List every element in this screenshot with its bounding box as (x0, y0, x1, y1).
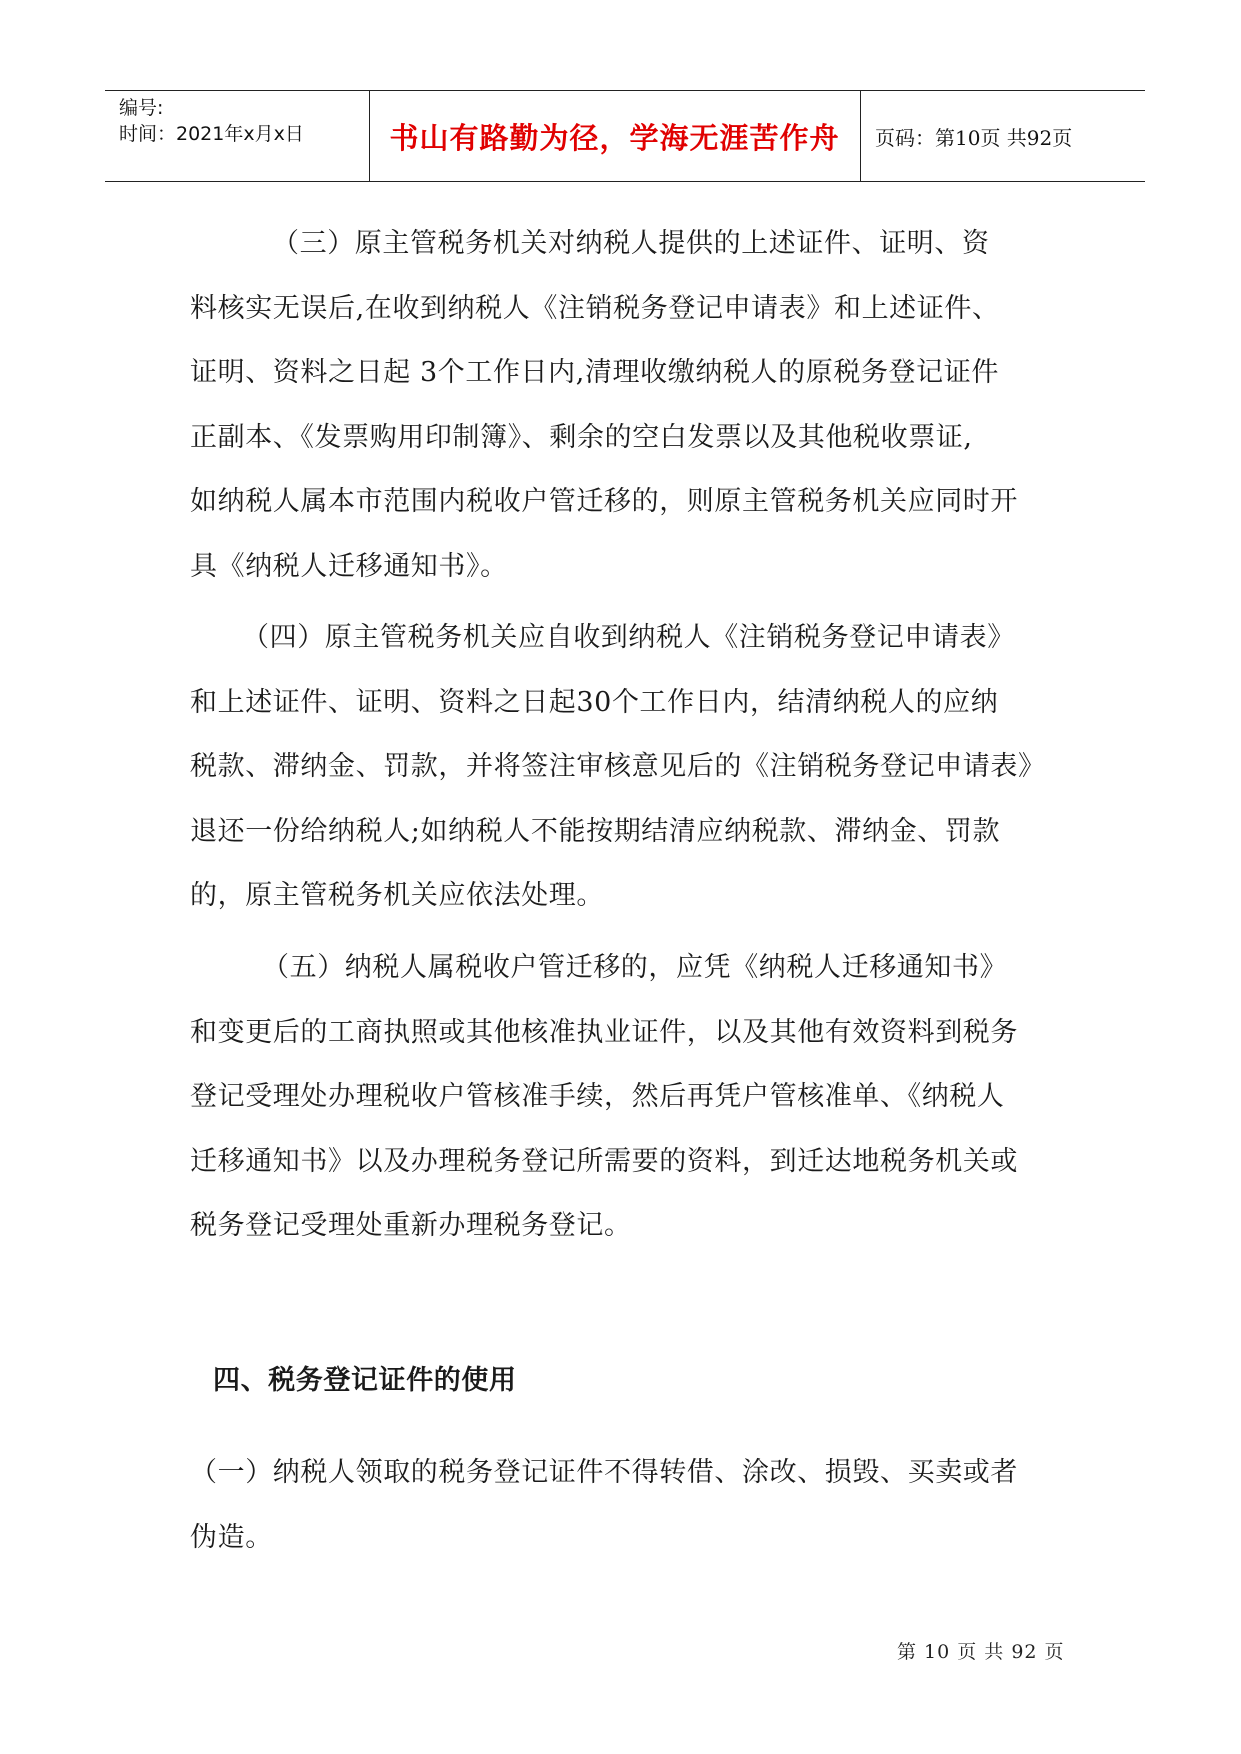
section-heading: 四、税务登记证件的使用 (213, 1365, 517, 1396)
section-paragraph (190, 1441, 1070, 1570)
paragraph-line: 和变更后的工商执照或其他核准执业证件，以及其他有效资料到税务 (190, 1016, 1018, 1048)
paragraph-line: 具《纳税人迁移通知书》。 (190, 550, 508, 582)
paragraph-line: 伪造。 (190, 1521, 273, 1553)
paragraph-line: 如纳税人属本市范围内税收户管迁移的，则原主管税务机关应同时开 (190, 486, 1018, 517)
page-footer: 第 10 页 共 92 页 (897, 1641, 1065, 1663)
paragraph-3 (190, 212, 1070, 599)
paragraph-line: 税款、滞纳金、罚款，并将签注审核意见后的《注销税务登记申请表》 (190, 751, 1046, 782)
paragraph-line: 的，原主管税务机关应依法处理。 (190, 880, 604, 911)
paragraph-line: 税务登记受理处重新办理税务登记。 (190, 1210, 632, 1241)
paragraph-line: 证明、资料之日起 3个工作日内,清理收缴纳税人的原税务登记证件 (190, 357, 999, 388)
paragraph-line: 退还一份给纳税人;如纳税人不能按期结清应纳税款、滞纳金、罚款 (190, 815, 1001, 847)
paragraph-5 (190, 936, 1070, 1259)
paragraph-line: 和上述证件、证明、资料之日起30个工作日内，结清纳税人的应纳 (190, 686, 999, 718)
paragraph-line: （三）原主管税务机关对纳税人提供的上述证件、证明、资 (272, 228, 990, 259)
document-time: 时间：2021年x月x日 (119, 123, 304, 145)
paragraph-line: （一）纳税人领取的税务登记证件不得转借、涂改、损毁、买卖或者 (190, 1457, 1018, 1488)
document-number-label: 编号: (119, 97, 164, 119)
paragraph-line: 料核实无误后,在收到纳税人《注销税务登记申请表》和上述证件、 (190, 292, 1000, 324)
paragraph-line: 迁移通知书》以及办理税务登记所需要的资料，到迁达地税务机关或 (190, 1145, 1018, 1177)
paragraph-line: （五）纳税人属税收户管迁移的，应凭《纳税人迁移通知书》 (262, 952, 1008, 983)
header-page-info: 页码：第10页 共92页 (875, 125, 1073, 150)
paragraph-line: 正副本、《发票购用印制簿》、剩余的空白发票以及其他税收票证, (190, 421, 973, 453)
header-meta (119, 95, 304, 147)
header-divider-right (860, 91, 861, 181)
paragraph-line: （四）原主管税务机关应自收到纳税人《注销税务登记申请表》 (242, 622, 1015, 653)
paragraph-4 (190, 606, 1070, 929)
header-motto: 书山有路勤为径，学海无涯苦作舟 (389, 120, 840, 155)
paragraph-line: 登记受理处办理税收户管核准手续，然后再凭户管核准单、《纳税人 (190, 1081, 1005, 1112)
page-header (105, 90, 1145, 182)
